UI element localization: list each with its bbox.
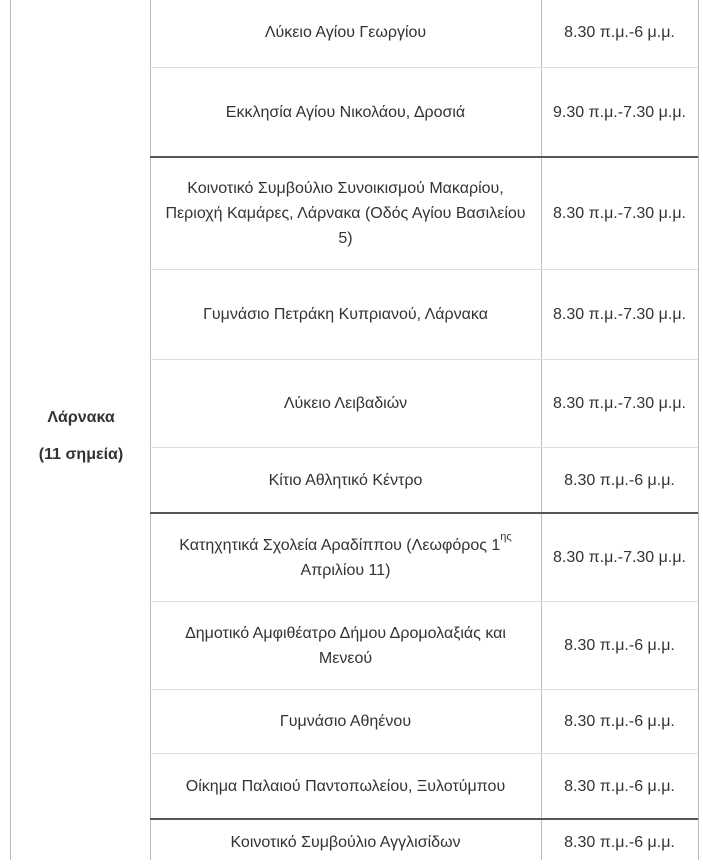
hours-cell: 8.30 π.μ.-6 μ.μ.: [564, 833, 675, 851]
location-cell: Εκκλησία Αγίου Νικολάου, Δροσιά: [225, 103, 466, 121]
hours-cell: 8.30 π.μ.-7.30 μ.μ.: [553, 205, 686, 222]
hours-cell: 8.30 π.μ.-6 μ.μ.: [564, 471, 675, 489]
location-cell: Κίτιο Αθλητικό Κέντρο: [268, 471, 423, 489]
table-row: [150, 360, 698, 448]
location-text: Κατηχητικά Σχολεία Αραδίππου (Λεωφόρος 1: [179, 536, 501, 554]
location-cell: Κοινοτικό Συμβούλιο Συνοικισμού Μακαρίου, Περιοχή Καμάρες, Λάρνακα (Οδός Αγίου Βασιλείου 5): [165, 180, 526, 247]
table-row: [150, 514, 698, 602]
location-cell: Οίκημα Παλαιού Παντοπωλείου, Ξυλοτύμπου: [185, 777, 506, 795]
location-cell: [150, 514, 541, 601]
table-row: [150, 602, 698, 690]
table-row: [150, 270, 698, 360]
location-cell: Λύκειο Αγίου Γεωργίου: [264, 24, 427, 41]
location-cell: Γυμνάσιο Πετράκη Κυπριανού, Λάρνακα: [203, 306, 488, 323]
location-cell: Γυμνάσιο Αθηένου: [279, 713, 412, 730]
hours-cell: 8.30 π.μ.-6 μ.μ.: [564, 713, 675, 730]
table-row: [150, 690, 698, 754]
region-name: Λάρνακα: [47, 409, 115, 426]
table-right-border: [698, 0, 699, 860]
region-cell: [10, 0, 150, 860]
table-row: [150, 820, 698, 864]
location-cell: Κοινοτικό Συμβούλιο Αγγλισίδων: [230, 833, 461, 851]
region-count: (11 σημεία): [38, 446, 124, 463]
hours-cell: 8.30 π.μ.-6 μ.μ.: [564, 637, 675, 654]
table-row: [150, 448, 698, 514]
location-text-end: Απριλίου 11): [300, 561, 391, 579]
hours-cell: 8.30 π.μ.-7.30 μ.μ.: [553, 549, 686, 566]
location-cell: Δημοτικό Αμφιθέατρο Δήμου Δρομολαξιάς και Μενεού: [185, 624, 506, 667]
table-row: [150, 0, 698, 68]
location-cell: Λύκειο Λειβαδιών: [283, 395, 408, 412]
hours-cell: 9.30 π.μ.-7.30 μ.μ.: [553, 103, 686, 121]
hours-cell: 8.30 π.μ.-6 μ.μ.: [564, 24, 675, 41]
table-row: [150, 158, 698, 270]
hours-cell: 8.30 π.μ.-6 μ.μ.: [564, 777, 675, 795]
table-row: [150, 754, 698, 820]
ordinal-suffix: ης: [500, 531, 512, 544]
table-row: [150, 68, 698, 158]
hours-cell: 8.30 π.μ.-7.30 μ.μ.: [553, 395, 686, 412]
hours-cell: 8.30 π.μ.-7.30 μ.μ.: [553, 306, 686, 323]
